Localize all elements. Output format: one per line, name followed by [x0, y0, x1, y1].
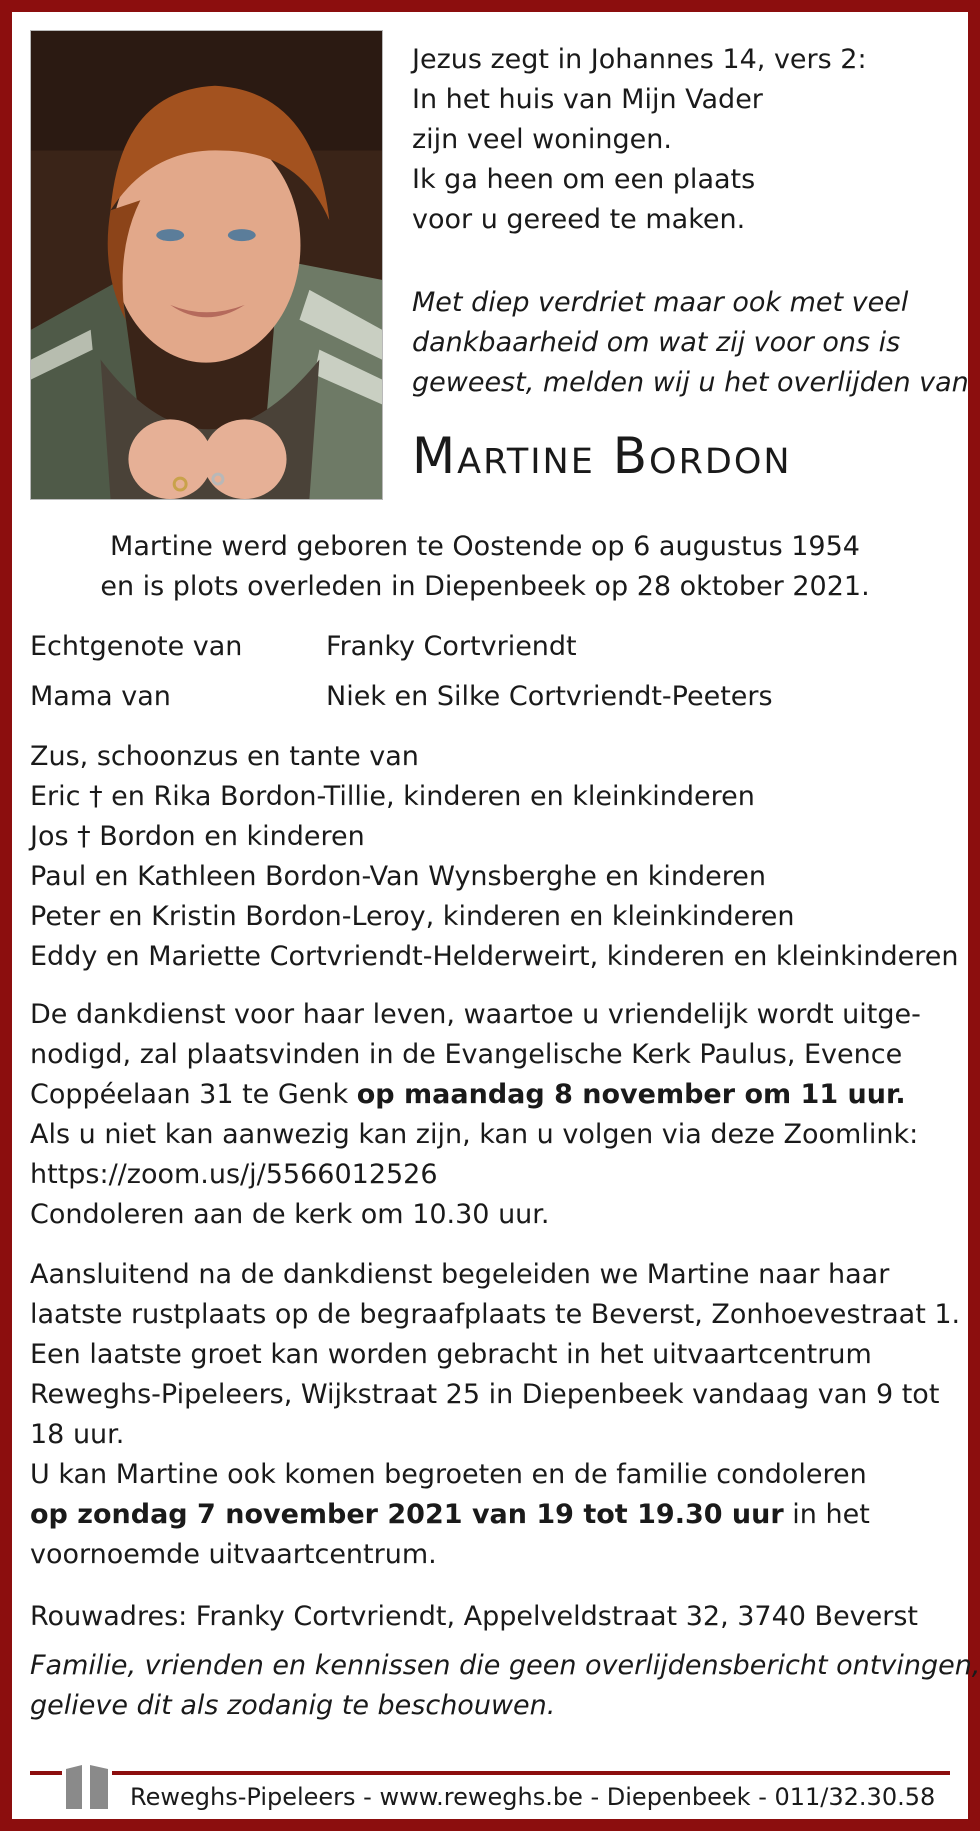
- relation-row: [30, 677, 950, 727]
- ceremony-line: Condoleren aan de kerk om 10.30 uur.: [30, 1199, 550, 1230]
- mourning-address: [30, 1597, 960, 1637]
- relation-value: Franky Cortvriendt: [326, 631, 577, 662]
- ceremony-line: nodigd, zal plaatsvinden in de Evangelische Kerk Paulus, Evence: [30, 1039, 903, 1070]
- relation-label: Mama van: [30, 681, 171, 712]
- burial-line: Een laatste groet kan worden gebracht in het uitvaartcentrum: [30, 1339, 872, 1370]
- family-line: Jos † Bordon en kinderen: [30, 821, 365, 852]
- relation-label: Echtgenote van: [30, 631, 243, 662]
- verse-line: zijn veel woningen.: [412, 124, 672, 155]
- intro-line: dankbaarheid om wat zij voor ons is: [412, 327, 901, 358]
- visitation-datetime: op zondag 7 november 2021 van 19 tot 19.30 uur: [30, 1499, 784, 1530]
- family-line: Peter en Kristin Bordon-Leroy, kinderen en kleinkinderen: [30, 901, 795, 932]
- ceremony-line: De dankdienst voor haar leven, waartoe u vriendelijk wordt uitge-: [30, 999, 921, 1030]
- burial-line: Aansluitend na de dankdienst begeleiden we Martine naar haar: [30, 1259, 890, 1290]
- portrait-image: [31, 31, 382, 499]
- relation-value: Niek en Silke Cortvriendt-Peeters: [326, 681, 773, 712]
- family-line: Eric † en Rika Bordon-Tillie, kinderen en kleinkinderen: [30, 781, 755, 812]
- burial-line: U kan Martine ook komen begroeten en de familie condoleren: [30, 1459, 867, 1490]
- family-line: Eddy en Mariette Cortvriendt-Helderweirt, kinderen en kleinkinderen: [30, 941, 959, 972]
- footer-contact: Reweghs-Pipeleers - www.reweghs.be - Diepenbeek - 011/32.30.58: [130, 1783, 936, 1811]
- burial-line: Reweghs-Pipeleers, Wijkstraat 25 in Diepenbeek vandaag van 9 tot: [30, 1379, 940, 1410]
- announcement-intro: [412, 283, 969, 403]
- closing-note: [30, 1646, 980, 1726]
- relations-list: [30, 627, 950, 727]
- burial-info: [30, 1255, 960, 1575]
- visitation-suffix: in het: [783, 1499, 870, 1530]
- zoom-link[interactable]: https://zoom.us/j/5566012526: [30, 1159, 438, 1190]
- ceremony-line: [30, 1075, 960, 1115]
- deceased-name: Martine Bordon: [412, 427, 792, 485]
- burial-line: [30, 1495, 960, 1535]
- funeral-home-logo-icon: [62, 1763, 112, 1809]
- ceremony-location: Coppéelaan 31 te Genk: [30, 1079, 357, 1110]
- note-line: gelieve dit als zodanig te beschouwen.: [30, 1690, 556, 1721]
- birth-death-info: [30, 527, 940, 607]
- footer-divider: [30, 1771, 950, 1775]
- burial-line: laatste rustplaats op de begraafplaats te Beverst, Zonhoevestraat 1.: [30, 1299, 961, 1330]
- death-line: en is plots overleden in Diepenbeek op 28 oktober 2021.: [100, 571, 870, 602]
- relation-row: [30, 627, 950, 677]
- verse-line: In het huis van Mijn Vader: [412, 84, 763, 115]
- burial-line: voornoemde uitvaartcentrum.: [30, 1539, 437, 1570]
- family-heading: Zus, schoonzus en tante van: [30, 741, 419, 772]
- verse-line: Ik ga heen om een plaats: [412, 164, 756, 195]
- bible-verse: [412, 40, 952, 240]
- family-line: Paul en Kathleen Bordon-Van Wynsberghe en kinderen: [30, 861, 766, 892]
- verse-line: voor u gereed te maken.: [412, 204, 746, 235]
- intro-line: geweest, melden wij u het overlijden van: [412, 367, 969, 398]
- burial-line: 18 uur.: [30, 1419, 125, 1450]
- portrait-photo: [30, 30, 383, 500]
- intro-line: Met diep verdriet maar ook met veel: [412, 287, 909, 318]
- birth-line: Martine werd geboren te Oostende op 6 augustus 1954: [110, 531, 860, 562]
- verse-line: Jezus zegt in Johannes 14, vers 2:: [412, 44, 867, 75]
- ceremony-line: Als u niet kan aanwezig kan zijn, kan u volgen via deze Zoomlink:: [30, 1119, 919, 1150]
- note-line: Familie, vrienden en kennissen die geen overlijdensbericht ontvingen,: [30, 1650, 980, 1681]
- ceremony-datetime: op maandag 8 november om 11 uur.: [356, 1079, 906, 1110]
- family-list: [30, 737, 960, 977]
- ceremony-info: [30, 995, 960, 1235]
- address-line: Rouwadres: Franky Cortvriendt, Appelveldstraat 32, 3740 Beverst: [30, 1601, 919, 1632]
